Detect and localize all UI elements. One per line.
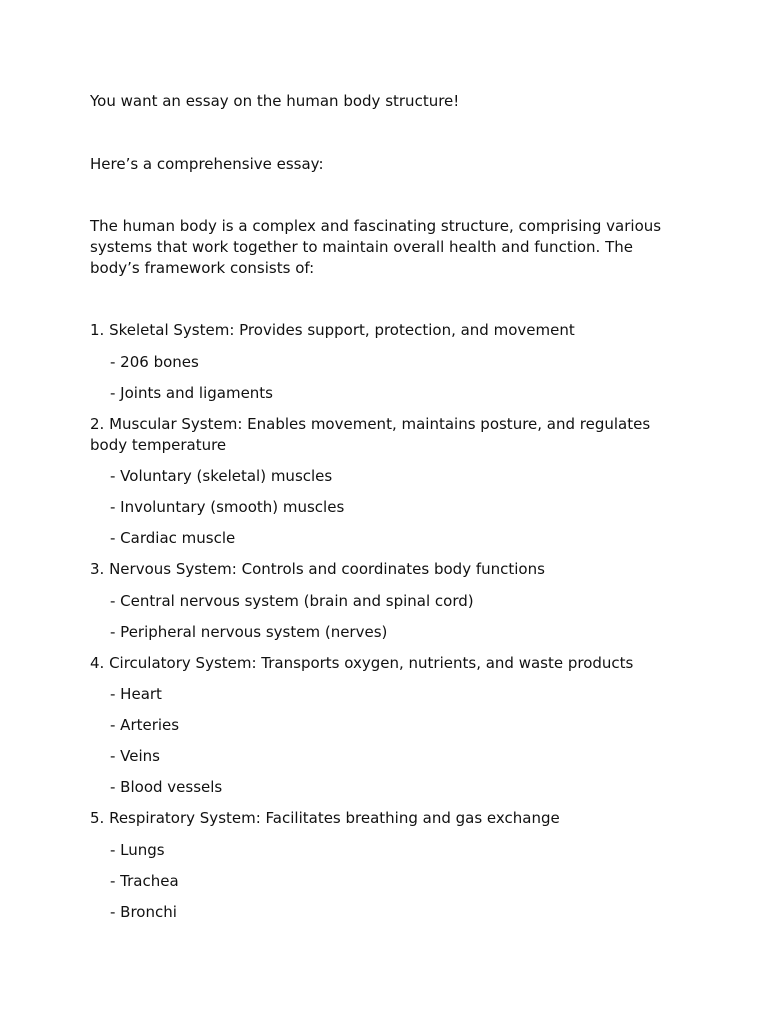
intro-line: Here’s a comprehensive essay:: [90, 155, 324, 173]
list-item: - 206 bones: [110, 353, 199, 371]
system-heading: 5. Respiratory System: Facilitates breathing and gas exchange: [90, 809, 560, 827]
list-item: - Joints and ligaments: [110, 384, 274, 402]
list-item: - Lungs: [110, 841, 165, 859]
system-heading: 4. Circulatory System: Transports oxygen, nutrients, and waste products: [90, 654, 634, 672]
list-item: - Involuntary (smooth) muscles: [110, 498, 345, 516]
list-item: - Voluntary (skeletal) muscles: [110, 467, 333, 485]
list-item: - Blood vessels: [110, 778, 223, 796]
system-heading: 2. Muscular System: Enables movement, maintains posture, and regulates body temperature: [90, 415, 651, 454]
system-heading: 3. Nervous System: Controls and coordinates body functions: [90, 560, 545, 578]
list-item: - Central nervous system (brain and spinal cord): [110, 592, 474, 610]
list-item: - Veins: [110, 747, 160, 765]
list-item: - Arteries: [110, 716, 180, 734]
list-item: - Heart: [110, 685, 162, 703]
list-item: - Peripheral nervous system (nerves): [110, 623, 388, 641]
list-item: - Cardiac muscle: [110, 529, 236, 547]
system-heading: 1. Skeletal System: Provides support, protection, and movement: [90, 321, 575, 339]
list-item: - Bronchi: [110, 903, 177, 921]
intro-paragraph: The human body is a complex and fascinating structure, comprising various systems that work together to maintain overall health and function. The body’s framework consists of:: [90, 217, 662, 277]
intro-line: You want an essay on the human body structure!: [90, 92, 460, 110]
list-item: - Trachea: [110, 872, 179, 890]
